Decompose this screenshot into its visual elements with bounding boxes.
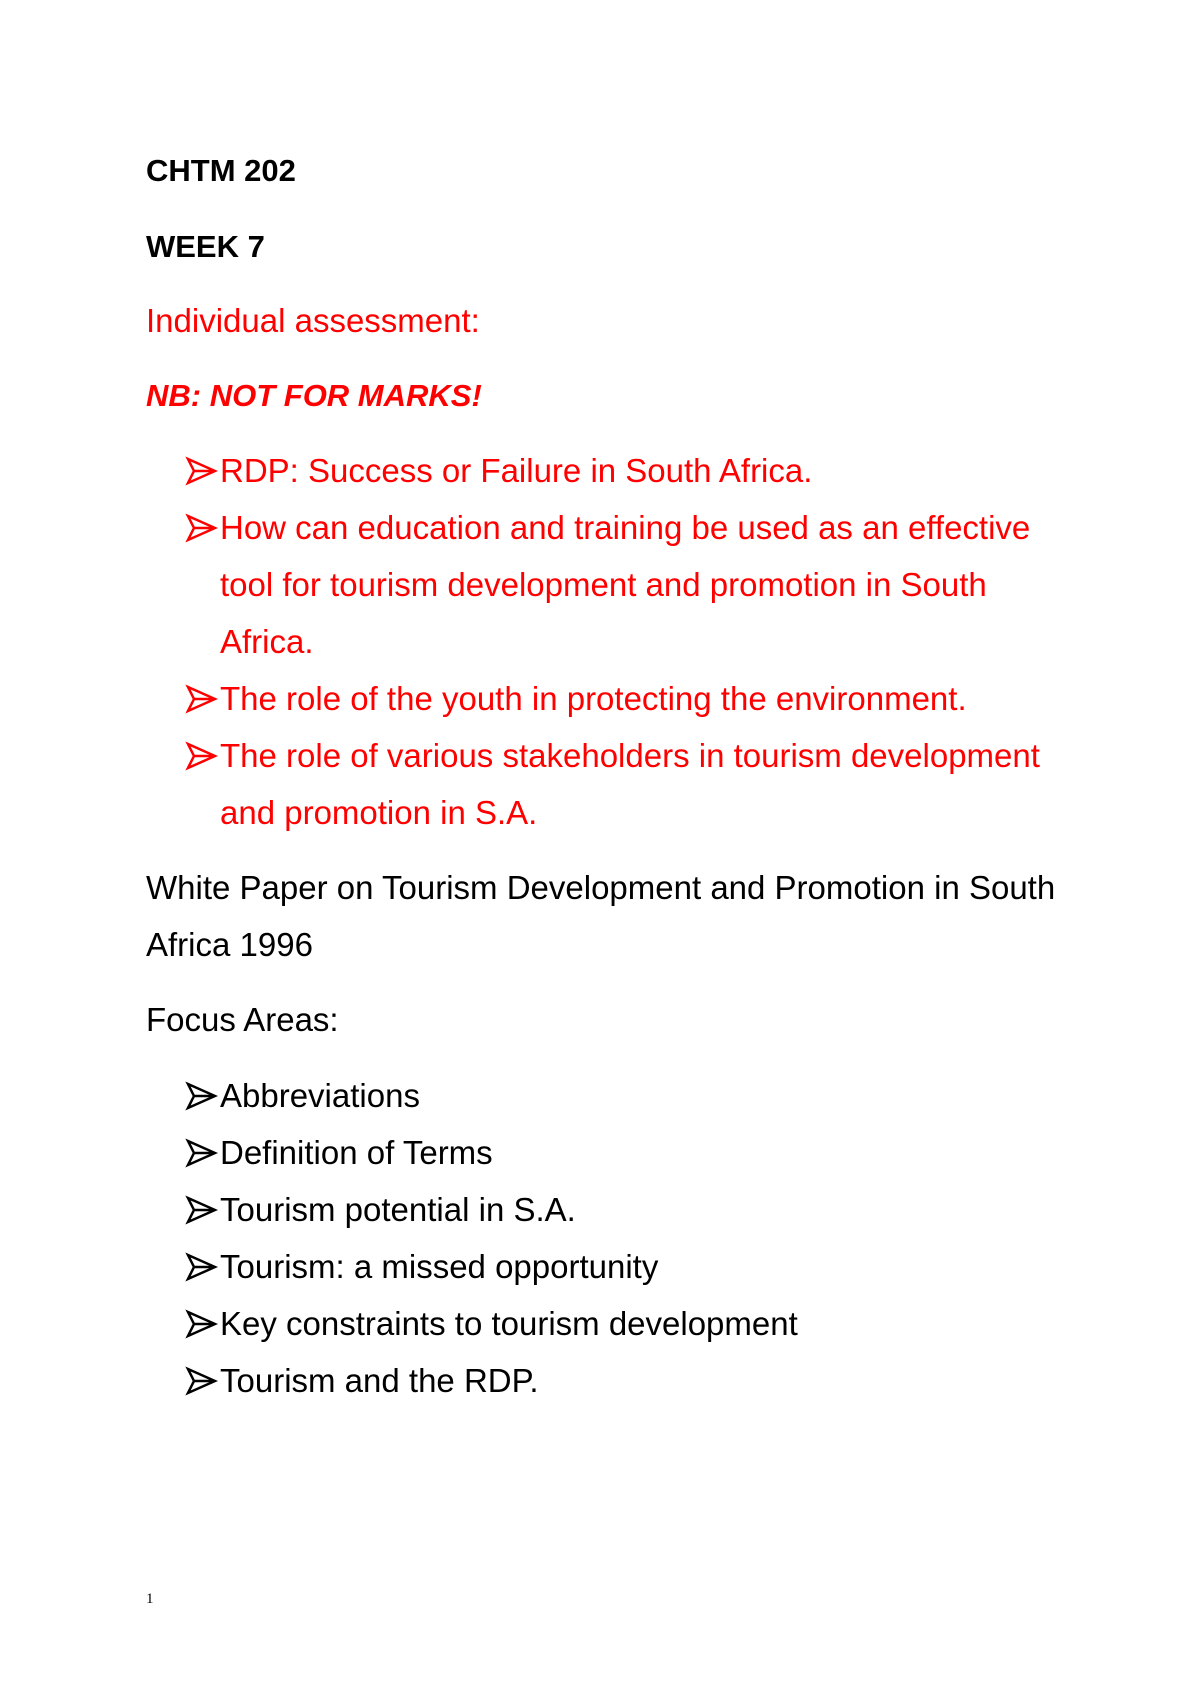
list-item [184, 499, 1076, 670]
list-item [184, 1181, 1076, 1238]
list-item-text: The role of various stakeholders in tourism development and promotion in S.A. [220, 737, 1040, 831]
assessment-topic-list [146, 442, 1076, 841]
focus-area-list [146, 1067, 1076, 1409]
arrowhead-bullet-icon [184, 727, 218, 784]
arrowhead-bullet-icon [184, 670, 218, 727]
list-item-text: Tourism and the RDP. [220, 1362, 539, 1399]
arrowhead-bullet-icon [184, 1238, 218, 1295]
page-number: 1 [146, 1591, 154, 1607]
list-item [184, 1295, 1076, 1352]
list-item-text: Abbreviations [220, 1077, 420, 1114]
list-item [184, 1238, 1076, 1295]
arrowhead-bullet-icon [184, 1181, 218, 1238]
list-item [184, 670, 1076, 727]
list-item-text: Tourism potential in S.A. [220, 1191, 576, 1228]
list-item-text: Definition of Terms [220, 1134, 493, 1171]
list-item [184, 1124, 1076, 1181]
list-item-text: The role of the youth in protecting the environment. [220, 680, 967, 717]
assessment-heading: Individual assessment: [146, 302, 480, 339]
list-item-text: RDP: Success or Failure in South Africa. [220, 452, 813, 489]
week-label: WEEK 7 [146, 229, 265, 264]
list-item [184, 1352, 1076, 1409]
focus-heading: Focus Areas: [146, 1001, 339, 1038]
white-paper-title: White Paper on Tourism Development and Promotion in South Africa 1996 [146, 869, 1056, 963]
list-item [184, 727, 1076, 841]
arrowhead-bullet-icon [184, 442, 218, 499]
document-body [146, 148, 1076, 1409]
arrowhead-bullet-icon [184, 499, 218, 556]
list-item [184, 1067, 1076, 1124]
list-item [184, 442, 1076, 499]
arrowhead-bullet-icon [184, 1124, 218, 1181]
list-item-text: Key constraints to tourism development [220, 1305, 798, 1342]
course-code: CHTM 202 [146, 153, 296, 188]
arrowhead-bullet-icon [184, 1067, 218, 1124]
list-item-text: Tourism: a missed opportunity [220, 1248, 659, 1285]
list-item-text: How can education and training be used as an effective tool for tourism development and promotion in South Africa. [220, 509, 1031, 660]
arrowhead-bullet-icon [184, 1295, 218, 1352]
nb-note: NB: NOT FOR MARKS! [146, 378, 482, 413]
arrowhead-bullet-icon [184, 1352, 218, 1409]
